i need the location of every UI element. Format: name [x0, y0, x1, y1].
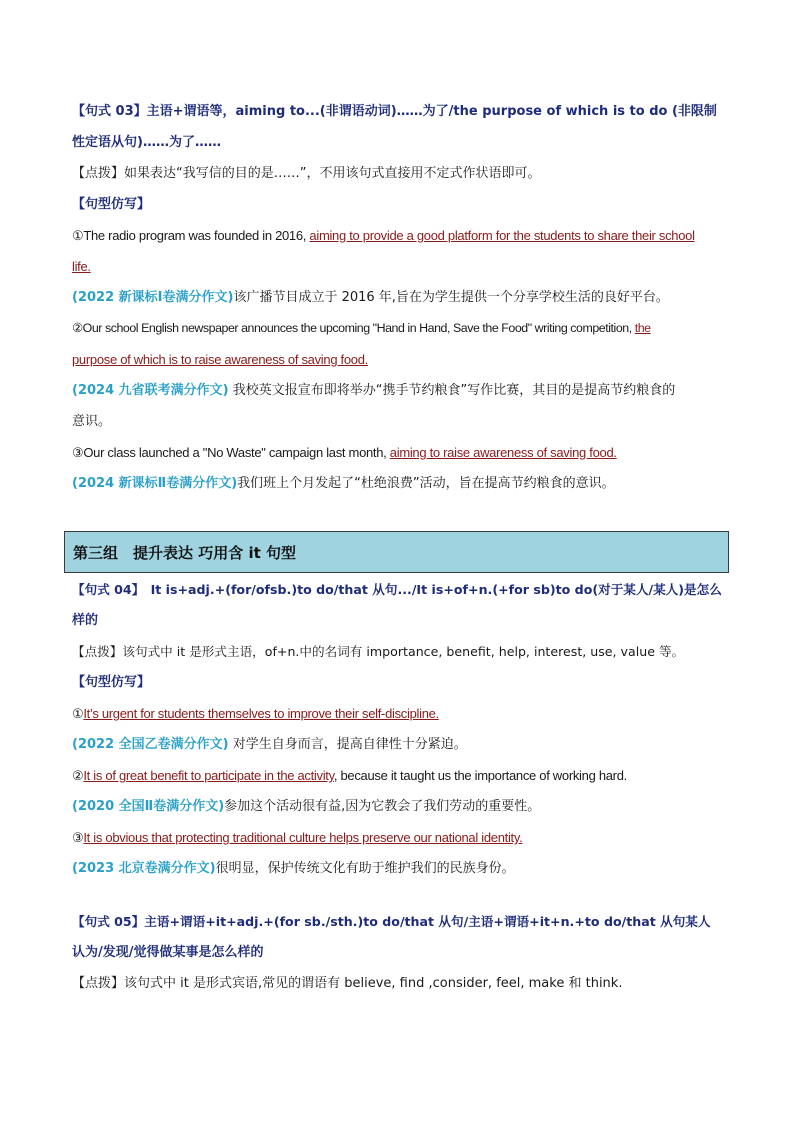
pattern-03-example-1-cont — [72, 251, 726, 282]
pattern-03-example-1-translation — [72, 282, 726, 313]
pattern-03-heading-cont: 性定语从句)……为了…… — [72, 135, 221, 150]
source-label: (2022 新课标Ⅰ卷满分作文) — [72, 290, 234, 305]
pattern-03-example-2-translation-cont: 意识。 — [72, 414, 112, 429]
section-banner-title: 第三组 提升表达 巧用含 it 句型 — [73, 543, 296, 562]
pattern-04-example-1 — [72, 698, 726, 729]
example-underlined: purpose of which is to raise awareness of saving food. — [72, 352, 368, 367]
pattern-03-example-2 — [72, 313, 726, 344]
example-text: , because it taught us the importance of working hard. — [333, 768, 627, 783]
pattern-04-example-3 — [72, 822, 726, 853]
pattern-03-example-2-translation — [72, 375, 726, 406]
example-number: ① — [72, 706, 84, 721]
spacer — [72, 884, 726, 906]
pattern-04-example-2 — [72, 760, 726, 791]
pattern-04-heading-cont: 样的 — [72, 613, 99, 628]
example-underlined: It is obvious that protecting traditional culture helps preserve our national identity — [83, 830, 520, 845]
pattern-04-example-3-translation — [72, 853, 726, 884]
source-label: (2024 新课标Ⅱ卷满分作文) — [72, 476, 238, 491]
pattern-04-tip: 【点拨】该句式中 it 是形式主语，of+n.中的名词有 importance, benefit, help, interest, use, value 等。 — [72, 644, 685, 659]
example-text: ③Our class launched a "No Waste" campaign last month, — [72, 445, 390, 460]
example-underlined-tail: . — [519, 830, 523, 845]
example-underlined: It’s urgent for students themselves to improve their self-discipline. — [83, 706, 439, 721]
source-label: (2022 全国乙卷满分作文) — [72, 737, 229, 752]
source-label: (2020 全国Ⅱ卷满分作文) — [72, 799, 225, 814]
section-banner — [64, 531, 729, 573]
page-content — [72, 96, 726, 499]
pattern-03-tip: 【点拨】如果表达“我写信的目的是……”，不用该句式直接用不定式作状语即可。 — [72, 166, 541, 181]
translation-text: 很明显，保护传统文化有助于维护我们的民族身份。 — [215, 861, 515, 876]
translation-text: 该广播节目成立于 2016 年,旨在为学生提供一个分享学校生活的良好平台。 — [233, 290, 669, 305]
translation-text: 我校英文报宣布即将举办“携手节约粮食”写作比赛，其目的是提高节约粮食的 — [228, 383, 676, 398]
pattern-03-practice-label: 【句型仿写】 — [72, 197, 151, 212]
source-label: (2023 北京卷满分作文) — [72, 861, 216, 876]
example-underlined: aiming to provide a good platform for the students to share their school — [309, 228, 695, 243]
pattern-04-practice-label: 【句型仿写】 — [72, 675, 151, 690]
pattern-05-tip: 【点拨】该句式中 it 是形式宾语,常见的谓语有 believe, find ,consider, feel, make 和 think. — [72, 976, 623, 991]
pattern-04-example-2-translation — [72, 791, 726, 822]
example-underlined: It is of great benefit to participate in the activity — [83, 768, 334, 783]
example-text: ①The radio program was founded in 2016, — [72, 228, 310, 243]
pattern-04-example-1-translation — [72, 729, 726, 760]
example-underlined: life. — [72, 259, 91, 274]
example-text: ②Our school English newspaper announces the upcoming "Hand in Hand, Save the Food" writing competition, — [72, 321, 635, 335]
pattern-03-example-3-translation — [72, 468, 726, 499]
pattern-03-example-2-cont — [72, 344, 726, 375]
page-content-lower — [72, 574, 726, 999]
pattern-03-example-3 — [72, 437, 726, 468]
example-underlined: aiming to raise awareness of saving food. — [389, 445, 617, 460]
example-underlined: the — [634, 321, 651, 335]
pattern-05-heading: 【句式 05】主语+谓语+it+adj.+(for sb./sth.)to do/that 从句/主语+谓语+it+n.+to do/that 从句某人 — [72, 914, 711, 929]
translation-text: 对学生自身而言，提高自律性十分紧迫。 — [228, 737, 467, 752]
translation-text: 参加这个活动很有益,因为它教会了我们劳动的重要性。 — [224, 799, 541, 814]
pattern-04-heading: 【句式 04】 It is+adj.+(for/ofsb.)to do/that 从句.../It is+of+n.(+for sb)to do(对于某人/某人)是怎么 — [72, 582, 722, 597]
example-number: ③ — [72, 830, 84, 845]
source-label: (2024 九省联考满分作文) — [72, 383, 229, 398]
pattern-03-heading: 【句式 03】主语+谓语等，aiming to...(非谓语动词)……为了/the purpose of which is to do (非限制 — [72, 104, 717, 119]
pattern-03-example-1 — [72, 220, 726, 251]
example-number: ② — [72, 768, 84, 783]
pattern-05-heading-cont: 认为/发现/觉得做某事是怎么样的 — [72, 945, 264, 960]
translation-text: 我们班上个月发起了“杜绝浪费”活动，旨在提高节约粮食的意识。 — [237, 476, 615, 491]
